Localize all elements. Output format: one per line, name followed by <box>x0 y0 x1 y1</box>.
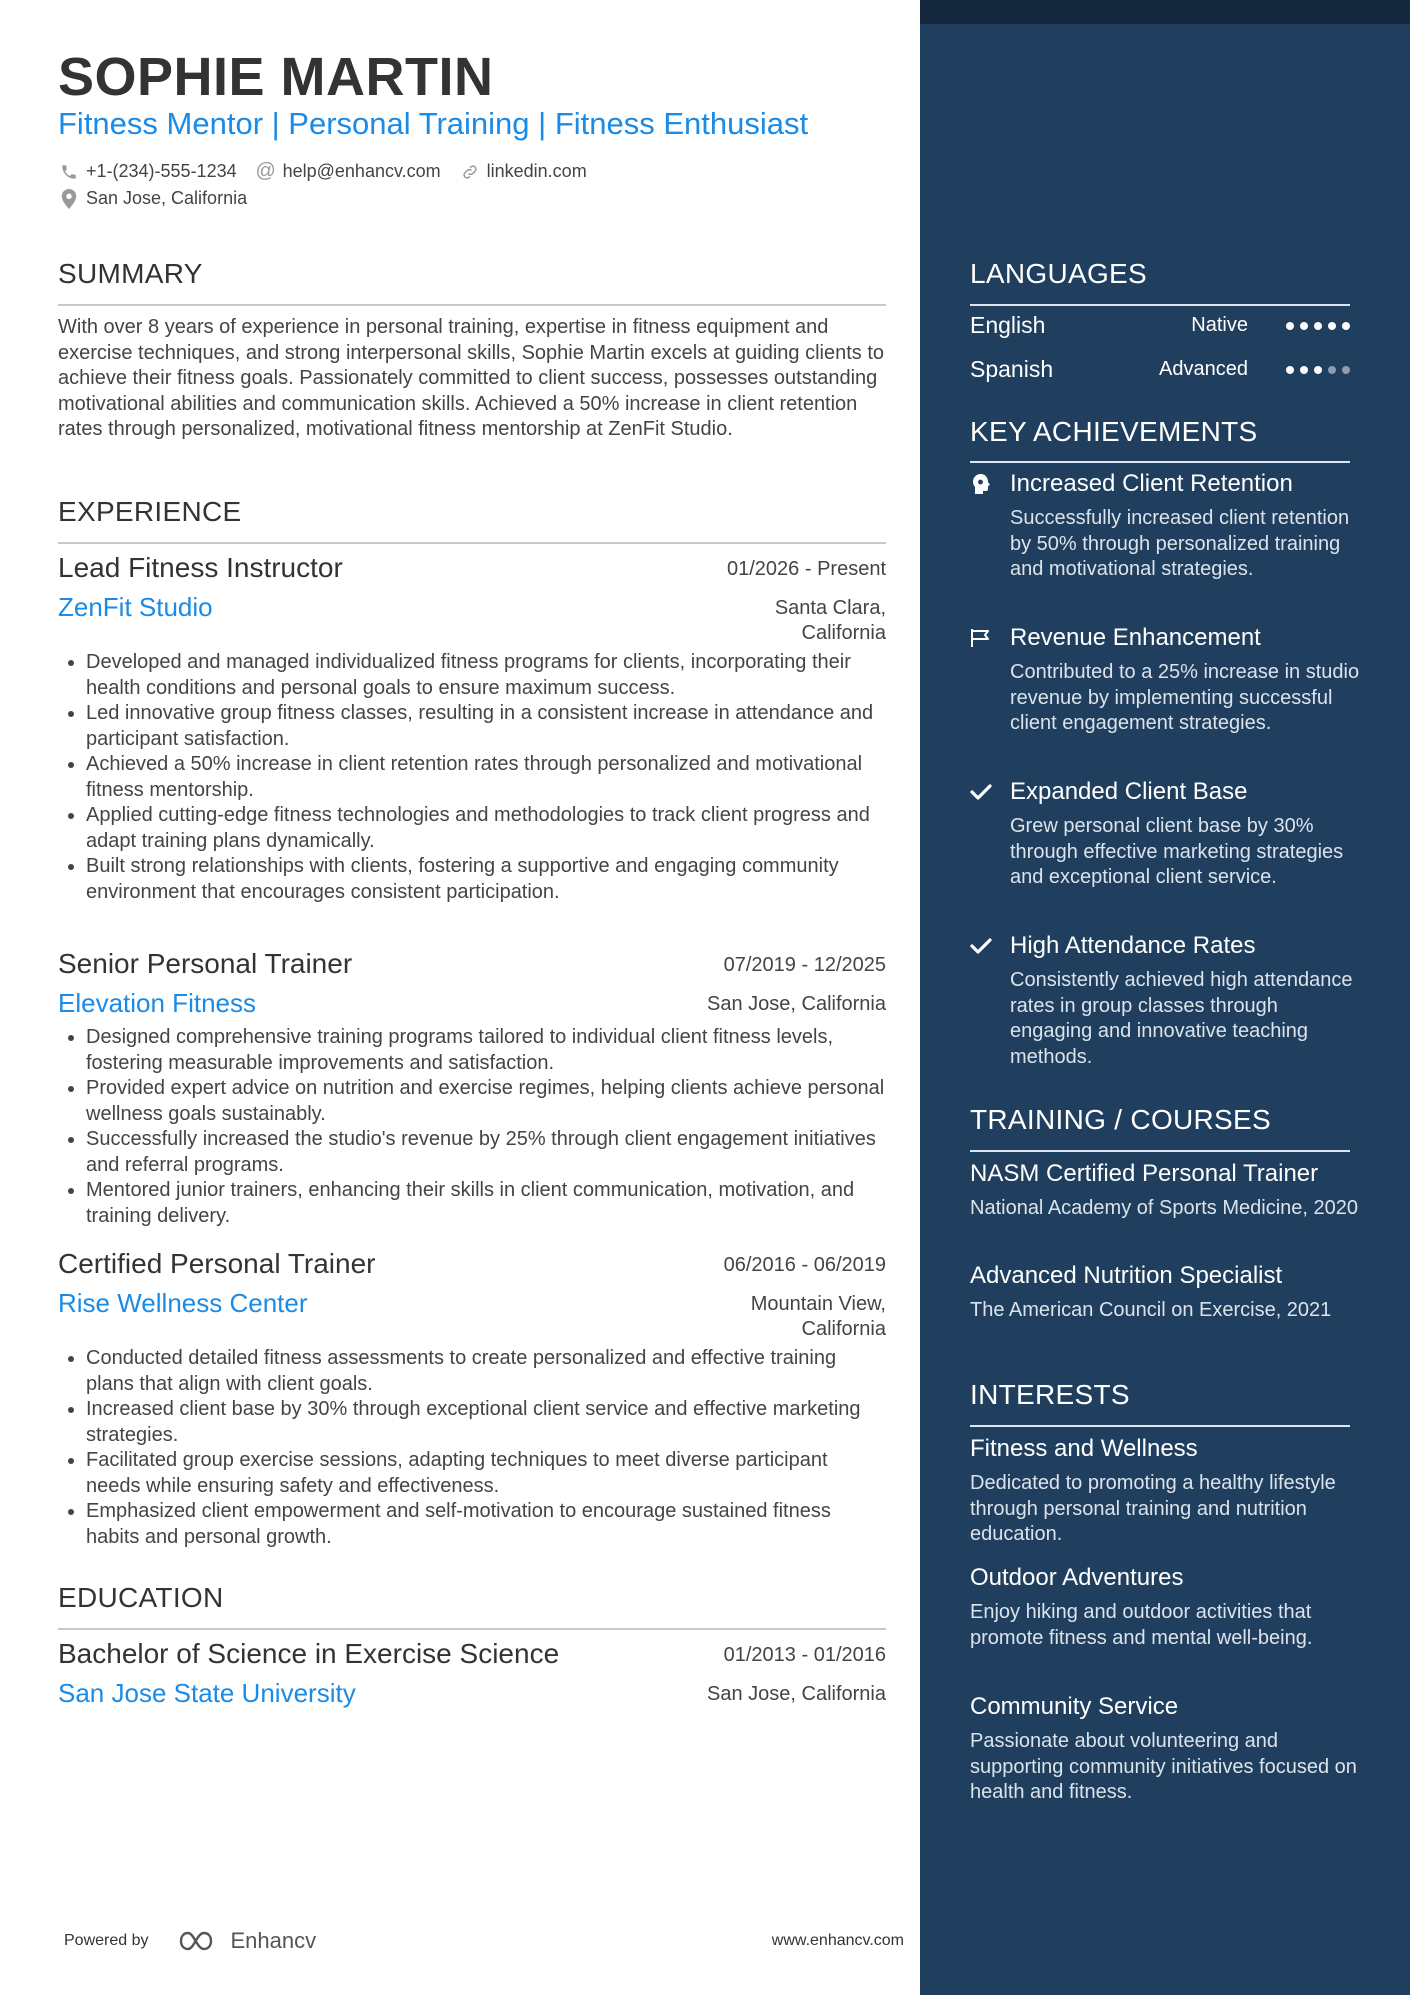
language-name: Spanish <box>970 356 1054 382</box>
experience-heading: EXPERIENCE <box>58 496 242 527</box>
interest-title: Fitness and Wellness <box>970 1435 1198 1462</box>
linkedin-contact[interactable] <box>459 161 587 183</box>
job-dates: 07/2019 - 12/2025 <box>723 954 886 976</box>
course-provider: National Academy of Sports Medicine, 2020 <box>970 1197 1358 1219</box>
job-bullet: • Emphasized client empowerment and self-motivation to encourage sustained fitness habits and personal growth. <box>86 1499 886 1550</box>
summary-divider <box>58 304 886 306</box>
education-dates: 01/2013 - 01/2016 <box>723 1644 886 1666</box>
job-bullet: • Achieved a 50% increase in client retention rates through personalized and motivational fitness mentorship. <box>86 752 886 803</box>
course-title: NASM Certified Personal Trainer <box>970 1160 1319 1187</box>
flag-icon <box>970 627 992 649</box>
proficiency-dot <box>1300 322 1308 330</box>
footer-url[interactable]: www.enhancv.com <box>771 1932 904 1949</box>
summary-heading: SUMMARY <box>58 258 203 289</box>
proficiency-dot <box>1342 322 1350 330</box>
email-text: help@enhancv.com <box>282 161 441 181</box>
proficiency-dots <box>1280 366 1350 374</box>
proficiency-dot <box>1286 322 1294 330</box>
job-title: Lead Fitness Instructor <box>58 552 343 583</box>
checkmark-icon <box>970 935 992 957</box>
phone-icon <box>58 161 80 183</box>
job-location-line: San Jose, California <box>707 993 886 1015</box>
job-bullet: • Led innovative group fitness classes, resulting in a consistent increase in attendance and participant satisfaction. <box>86 701 886 752</box>
job-bullets <box>58 650 886 905</box>
training-divider <box>970 1150 1350 1152</box>
languages-divider <box>970 304 1350 306</box>
education-divider <box>58 1628 886 1630</box>
location-pin-icon <box>58 188 80 210</box>
achievement-title: Revenue Enhancement <box>1010 624 1261 651</box>
job-entry <box>58 948 886 1229</box>
interests-divider <box>970 1425 1350 1427</box>
job-location-line: California <box>801 1318 886 1340</box>
proficiency-dot <box>1314 322 1322 330</box>
proficiency-dot <box>1328 322 1336 330</box>
job-location <box>751 1288 886 1342</box>
job-title: Certified Personal Trainer <box>58 1248 376 1279</box>
job-bullet: • Built strong relationships with clients, fostering a supportive and engaging community environment that encourages consistent participation. <box>86 854 886 905</box>
sidebar <box>920 0 1410 1995</box>
achievements-heading: KEY ACHIEVEMENTS <box>970 416 1258 447</box>
company-name[interactable]: Elevation Fitness <box>58 988 256 1018</box>
proficiency-dots <box>1280 322 1350 330</box>
job-bullet: • Mentored junior trainers, enhancing their skills in client communication, motivation, and training delivery. <box>86 1178 886 1229</box>
sidebar-top-bar <box>920 0 1410 24</box>
interest-description: Passionate about volunteering and supporting community initiatives focused on health and fitness. <box>970 1730 1357 1803</box>
proficiency-dot <box>1314 366 1322 374</box>
job-location-line: California <box>801 622 886 644</box>
language-row <box>970 356 1350 383</box>
linkedin-text: linkedin.com <box>486 161 587 181</box>
education-location: San Jose, California <box>707 1683 886 1705</box>
job-bullet: • Developed and managed individualized fitness programs for clients, incorporating their health conditions and personal goals to ensure maximum success. <box>86 650 886 701</box>
job-location-line: Santa Clara, <box>774 597 886 619</box>
job-entry <box>58 1248 886 1550</box>
enhancv-logo[interactable] <box>177 1928 317 1954</box>
course-provider: The American Council on Exercise, 2021 <box>970 1299 1332 1321</box>
achievement-title: High Attendance Rates <box>1010 932 1256 959</box>
company-name[interactable]: Rise Wellness Center <box>58 1288 308 1318</box>
phone-text: +1-(234)-555-1234 <box>86 161 237 181</box>
achievement-item <box>970 932 1360 1070</box>
contact-info <box>58 158 898 212</box>
phone-contact[interactable] <box>58 161 237 183</box>
achievement-item <box>970 778 1360 891</box>
email-contact[interactable] <box>255 161 441 183</box>
achievements-divider <box>970 461 1350 463</box>
job-bullet: • Applied cutting-edge fitness technologies and methodologies to track client progress and adapt training plans dynamically. <box>86 803 886 854</box>
at-sign-icon: @ <box>255 160 276 182</box>
interest-item <box>970 1435 1360 1548</box>
interest-description: Dedicated to promoting a healthy lifestyle through personal training and nutrition education. <box>970 1472 1336 1545</box>
achievement-description: Successfully increased client retention by 50% through personalized training and motivational strategies. <box>1010 507 1350 580</box>
achievement-title: Expanded Client Base <box>1010 778 1248 805</box>
job-title: Senior Personal Trainer <box>58 948 353 979</box>
language-level: Native <box>1191 314 1248 336</box>
enhancv-logo-icon <box>177 1929 225 1953</box>
proficiency-dot <box>1342 366 1350 374</box>
achievement-description: Consistently achieved high attendance rates in group classes through engaging and innovative teaching methods. <box>1010 969 1353 1068</box>
location-text: San Jose, California <box>86 188 248 208</box>
interest-title: Community Service <box>970 1693 1179 1720</box>
interest-title: Outdoor Adventures <box>970 1564 1184 1591</box>
company-name[interactable]: ZenFit Studio <box>58 592 213 622</box>
job-location <box>707 988 886 1017</box>
degree-title: Bachelor of Science in Exercise Science <box>58 1638 560 1669</box>
job-bullet: • Provided expert advice on nutrition and exercise regimes, helping clients achieve personal wellness goals sustainably. <box>86 1076 886 1127</box>
achievement-item <box>970 470 1360 583</box>
enhancv-brand: Enhancv <box>230 1928 317 1953</box>
job-dates: 01/2026 - Present <box>727 558 886 580</box>
experience-divider <box>58 542 886 544</box>
job-entry <box>58 552 886 905</box>
achievement-item <box>970 624 1360 737</box>
proficiency-dot <box>1286 366 1294 374</box>
head-gear-icon <box>970 473 992 495</box>
candidate-name: SOPHIE MARTIN <box>58 47 494 107</box>
link-icon <box>459 161 481 183</box>
interest-description: Enjoy hiking and outdoor activities that promote fitness and mental well-being. <box>970 1601 1313 1649</box>
proficiency-dot <box>1328 366 1336 374</box>
checkmark-icon <box>970 781 992 803</box>
training-heading: TRAINING / COURSES <box>970 1104 1271 1135</box>
education-heading: EDUCATION <box>58 1582 224 1613</box>
achievement-description: Contributed to a 25% increase in studio revenue by implementing successful client engagement strategies. <box>1010 661 1360 734</box>
summary-text: With over 8 years of experience in personal training, expertise in fitness equipment and exercise techniques, and strong interpersonal skills, Sophie Martin excels at guiding clients to achieve their fitness goals. Passionately committed to client success, possesses outstanding motivational abilities and communication skills. Achieved a 50% increase in client retention rates through personalized, motivational fitness mentorship at ZenFit Studio. <box>58 316 884 440</box>
footer <box>64 1928 904 1954</box>
interest-item <box>970 1564 1360 1651</box>
candidate-tagline: Fitness Mentor | Personal Training | Fitness Enthusiast <box>58 106 809 141</box>
job-dates: 06/2016 - 06/2019 <box>723 1254 886 1276</box>
achievement-title: Increased Client Retention <box>1010 470 1293 497</box>
course-item <box>970 1262 1360 1324</box>
school-name[interactable]: San Jose State University <box>58 1678 356 1708</box>
course-title: Advanced Nutrition Specialist <box>970 1262 1283 1289</box>
proficiency-dot <box>1300 366 1308 374</box>
education-entry <box>58 1638 886 1709</box>
language-row <box>970 312 1350 339</box>
job-bullet: • Increased client base by 30% through exceptional client service and effective marketing strategies. <box>86 1397 886 1448</box>
job-bullets <box>58 1346 886 1550</box>
job-bullets <box>58 1025 886 1229</box>
interests-heading: INTERESTS <box>970 1379 1130 1410</box>
languages-heading: LANGUAGES <box>970 258 1147 289</box>
job-bullet: • Successfully increased the studio's revenue by 25% through client engagement initiatives and referral programs. <box>86 1127 886 1178</box>
achievement-description: Grew personal client base by 30% through effective marketing strategies and exceptional client service. <box>1010 815 1344 888</box>
language-level: Advanced <box>1159 358 1248 380</box>
interest-item <box>970 1693 1360 1806</box>
job-bullet: • Conducted detailed fitness assessments to create personalized and effective training plans that align with client goals. <box>86 1346 886 1397</box>
course-item <box>970 1160 1360 1222</box>
job-bullet: • Facilitated group exercise sessions, adapting techniques to meet diverse participant needs while ensuring safety and effectiveness. <box>86 1448 886 1499</box>
powered-by-label: Powered by <box>64 1932 149 1949</box>
language-name: English <box>970 312 1046 338</box>
location-contact <box>58 188 247 210</box>
job-bullet: • Designed comprehensive training programs tailored to individual client fitness levels, fostering measurable improvements and satisfaction. <box>86 1025 886 1076</box>
job-location <box>775 592 886 646</box>
job-location-line: Mountain View, <box>750 1293 886 1315</box>
